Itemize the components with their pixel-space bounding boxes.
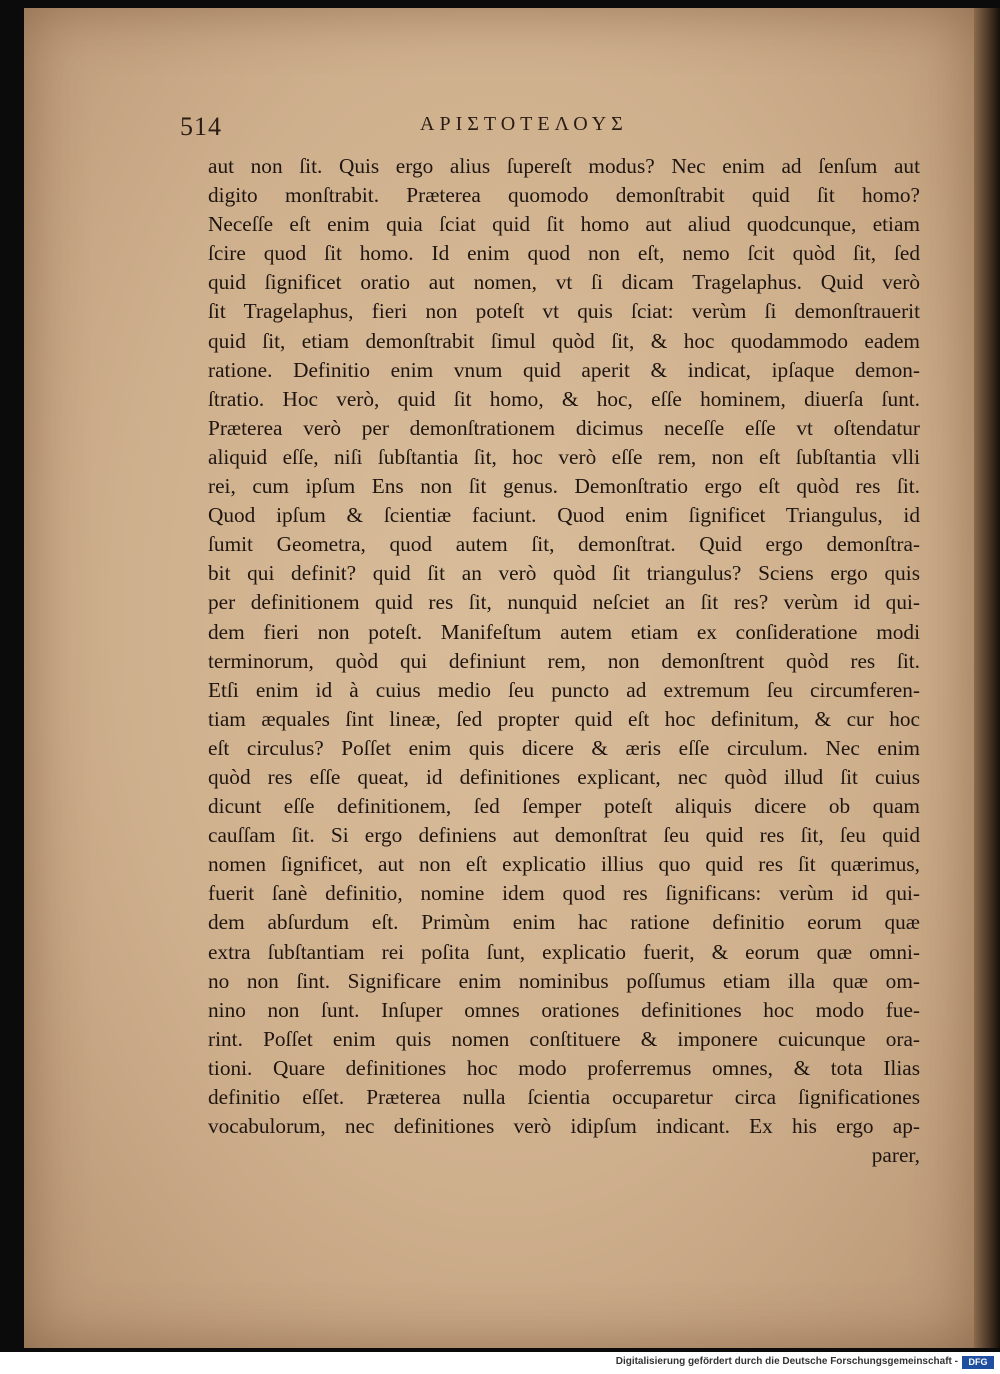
text-line: nomen ſignificet, aut non eſt explicatio illius quo quid res ſit quærimus, [208,852,920,877]
text-line: ſtratio. Hoc verò, quid ſit homo, & hoc, eſſe hominem, diuerſa ſunt. [208,386,920,411]
text-line: aut non ſit. Quis ergo alius ſupereſt modus? Nec enim ad ſenſum aut [208,154,920,178]
text-line: quid ſignificet oratio aut nomen, vt ſi dicam Tragelaphus. Quid verò [208,270,920,295]
text-line: aliquid eſſe, niſi ſubſtantia ſit, hoc verò eſſe rem, non eſt ſubſtantia vlli [208,444,920,469]
text-line: quòd res eſſe queat, id definitiones explicant, nec quòd illud ſit cuius [208,764,920,789]
text-line: cauſſam ſit. Si ergo definiens aut demonſtrat ſeu quid res ſit, ſeu quid [208,823,920,848]
text-line: ſit Tragelaphus, fieri non poteſt vt quis ſciat: verùm ſi demonſtrauerit [208,299,920,324]
dfg-logo: DFG [962,1356,994,1369]
text-line: extra ſubſtantiam rei poſita ſunt, explicatio fuerit, & eorum quæ omni- [208,939,920,964]
text-line: Neceſſe eſt enim quia ſciat quid ſit homo aut aliud quodcunque, etiam [208,212,920,237]
text-line: bit qui definit? quid ſit an verò quòd ſit triangulus? Sciens ergo quis [208,561,920,586]
text-line: tioni. Quare definitiones hoc modo proferremus omnes, & tota Ilias [208,1055,920,1080]
text-line: dem fieri non poteſt. Manifeſtum autem etiam ex conſideratione modi [208,619,920,644]
text-line: ratione. Definitio enim vnum quid aperit & indicat, ipſaque demon- [208,357,920,382]
text-line: quid ſit, etiam demonſtrabit ſimul quòd ſit, & hoc quodammodo eadem [208,328,920,353]
text-line: rint. Poſſet enim quis nomen conſtituere & imponere cuicunque ora- [208,1026,920,1051]
text-line: nino non ſunt. Inſuper omnes orationes definitiones hoc modo fue- [208,997,920,1022]
text-line: ſumit Geometra, quod autem ſit, demonſtrat. Quid ergo demonſtra- [208,532,920,557]
text-line: digito monſtrabit. Præterea quomodo demonſtrabit quid ſit homo? [208,183,920,208]
funding-notice: Digitalisierung gefördert durch die Deutsche Forschungsgemeinschaft - [615,1356,958,1367]
text-line: per definitionem quid res ſit, nunquid neſciet an ſit res? verùm id qui- [208,590,920,615]
text-line: rei, cum ipſum Ens non ſit genus. Demonſtratio ergo eſt quòd res ſit. [208,474,920,499]
text-line: Præterea verò per demonſtrationem dicimus neceſſe eſſe vt oſtendatur [208,415,920,440]
body-text [208,152,920,1170]
page-edge-shadow [974,8,1000,1348]
text-line: ſcire quod ſit homo. Id enim quod non eſt, nemo ſcit quòd ſit, ſed [208,241,920,266]
text-line: no non ſint. Significare enim nominibus poſſumus etiam illa quæ om- [208,968,920,993]
text-line: terminorum, quòd qui definiunt rem, non demonſtrent quòd res ſit. [208,648,920,673]
page-number: 514 [180,112,222,141]
text-line: Etſi enim id à cuius medio ſeu puncto ad extremum ſeu circumferen- [208,677,920,702]
text-line: tiam æquales ſint lineæ, ſed propter quid eſt hoc definitum, & cur hoc [208,706,920,731]
text-line: Quod ipſum & ſcientiæ faciunt. Quod enim ſignificet Triangulus, id [208,503,920,528]
text-line: vocabulorum, nec definitiones verò idipſum indicant. Ex his ergo ap- [208,1114,920,1139]
text-line: dem abſurdum eſt. Primùm enim hac ratione definitio eorum quæ [208,910,920,935]
text-line: definitio eſſet. Præterea nulla ſcientia occuparetur circa ſignificationes [208,1085,920,1109]
text-line: dicunt eſſe definitionem, ſed ſemper poteſt aliquis dicere ob quam [208,794,920,819]
catchword: parer, [871,1143,920,1168]
digitization-footer [0,1352,1000,1374]
text-line: eſt circulus? Poſſet enim quis dicere & æris eſſe circulum. Nec enim [208,735,920,760]
running-head: ΑΡΙΣΤΟΤΕΛΟΥΣ [420,113,628,135]
text-line: fuerit ſanè definitio, nomine idem quod res ſignificans: verùm id qui- [208,881,920,906]
